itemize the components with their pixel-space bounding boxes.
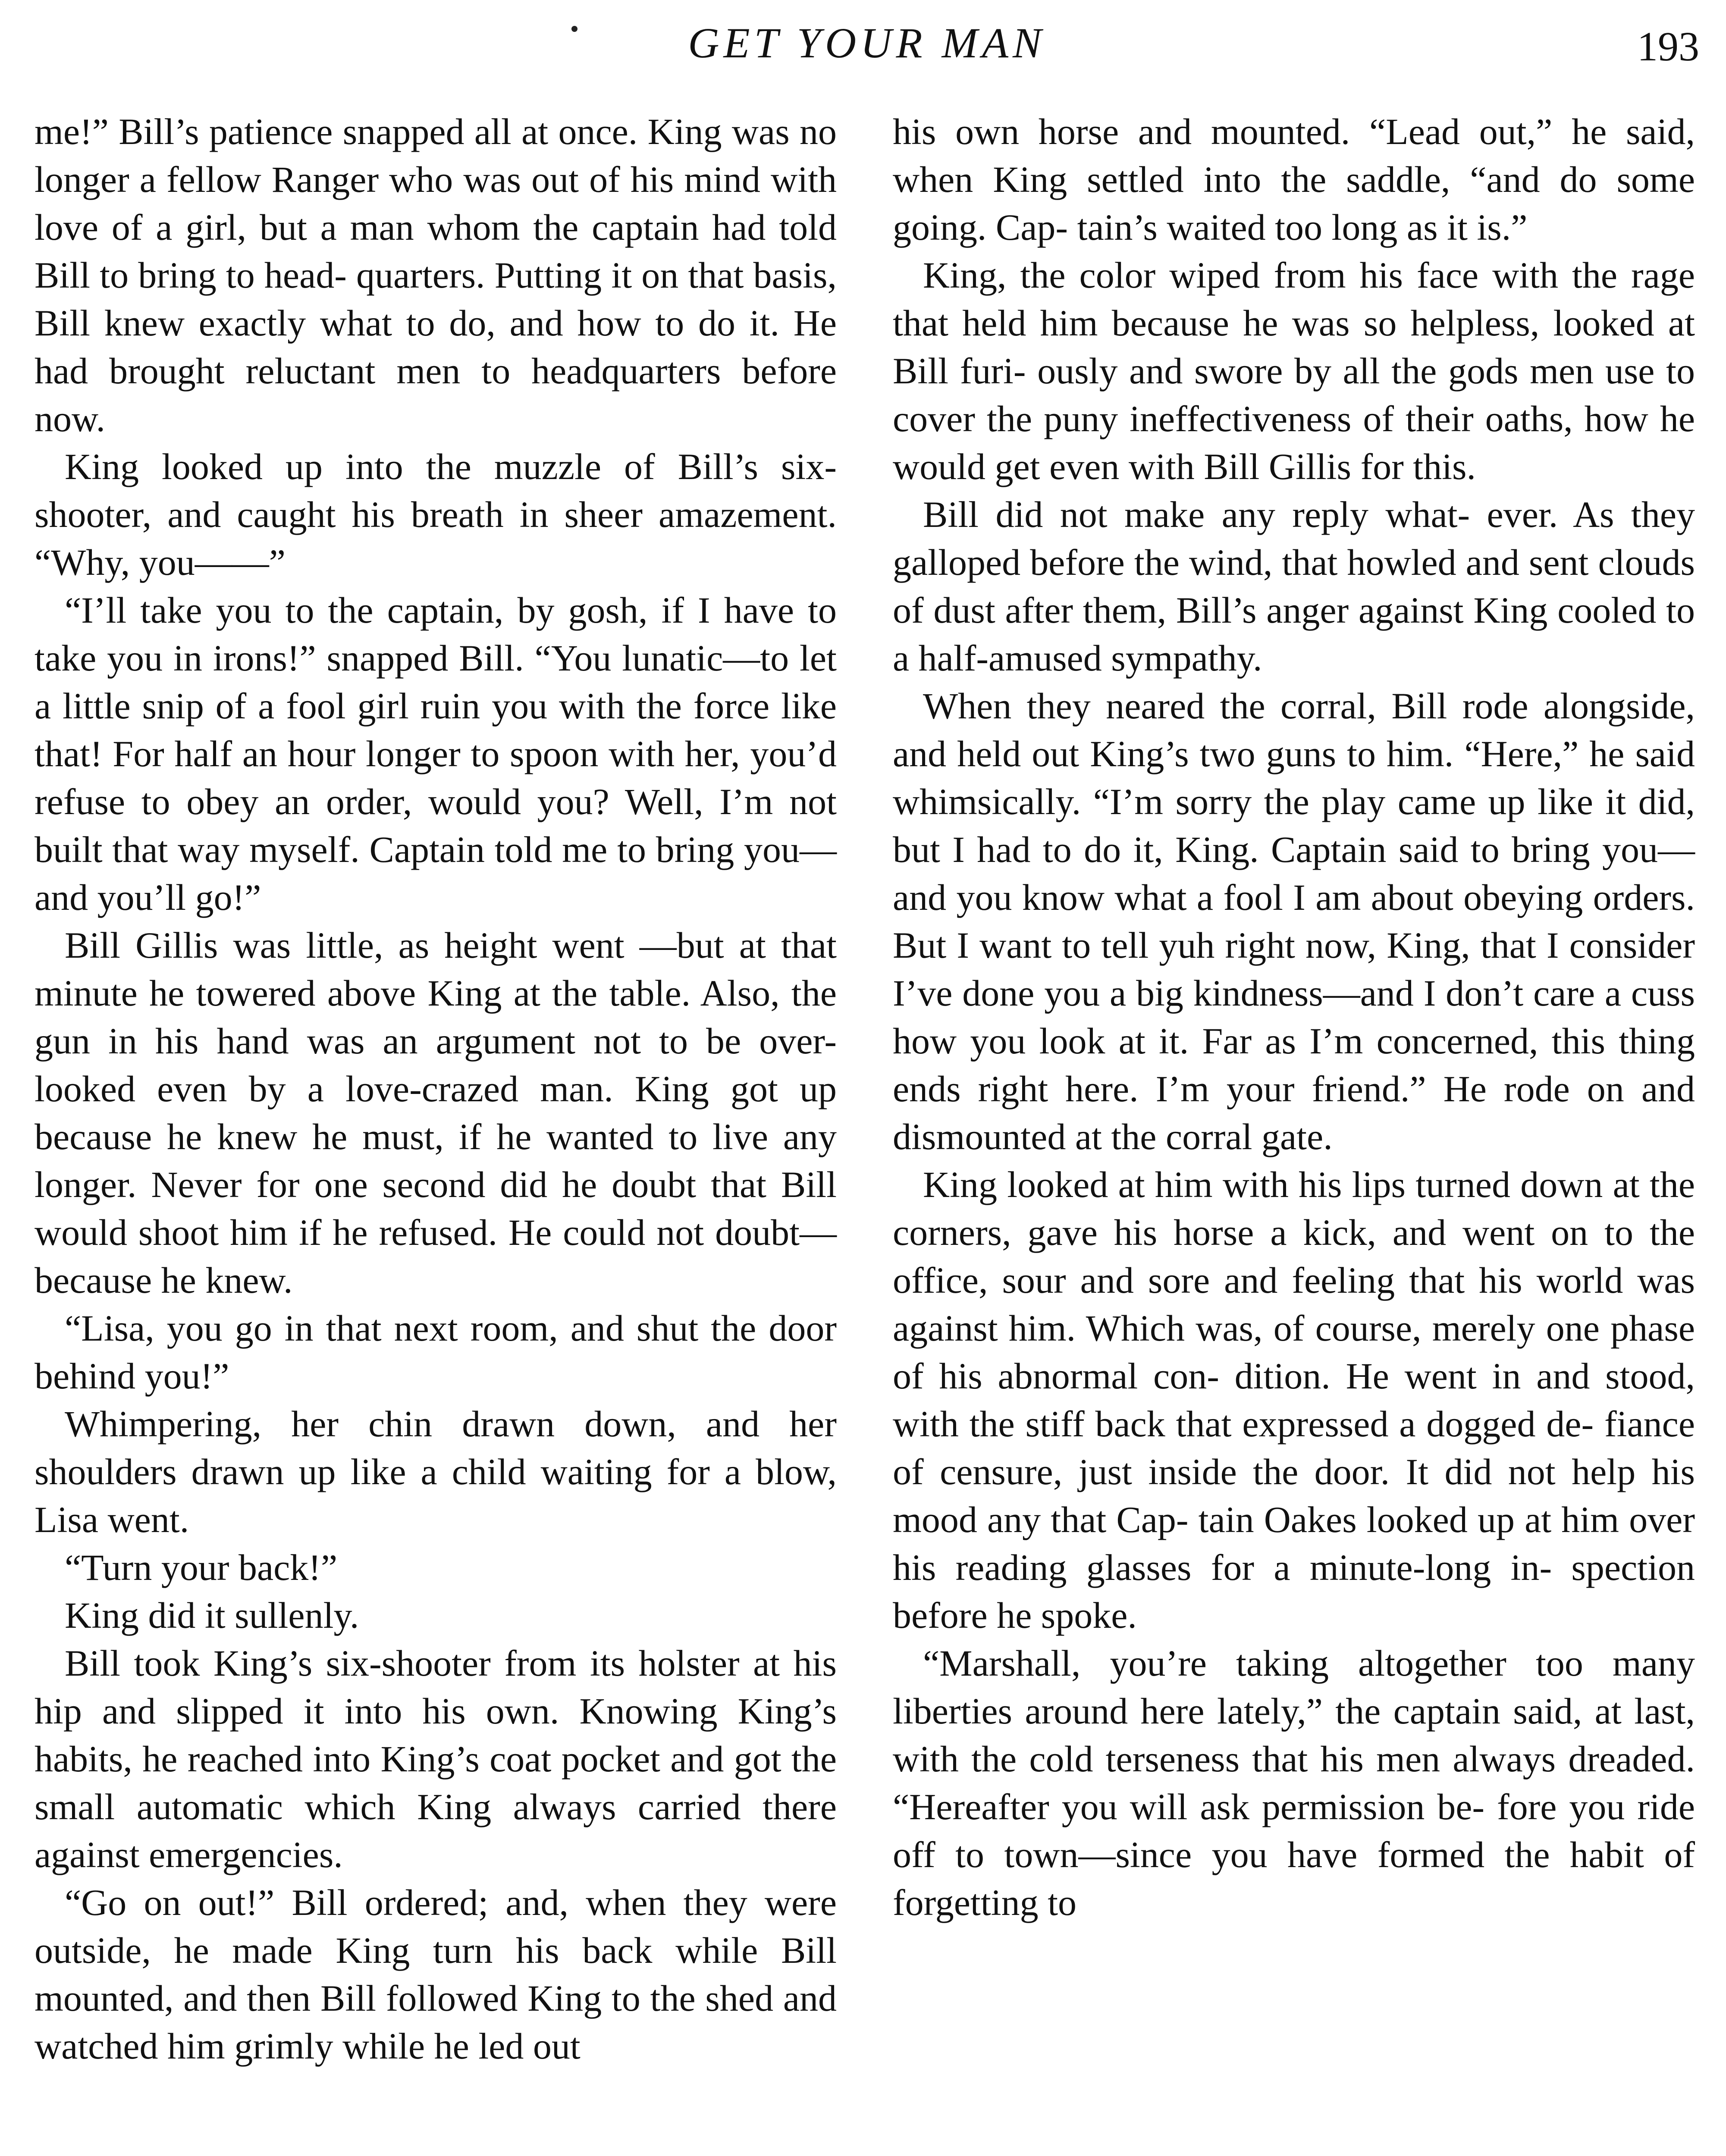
paragraph: Bill did not make any reply what- ever. As they galloped before the wind, that howled and sent clouds of dust after them, Bill’s anger against King cooled to a half-amused sympathy. — [893, 494, 1695, 679]
paragraph: “Go on out!” Bill ordered; and, when they were outside, he made King turn his back while Bill mounted, and then Bill followed King to the shed and watched him grimly while he led out — [35, 1882, 837, 2067]
paragraph: When they neared the corral, Bill rode alongside, and held out King’s two guns to him. “Here,” he said whimsically. “I’m sorry the play came up like it did, but I had to do it, King. Captain said to bring you—and you know what a fool I am about obeying orders. But I want to tell yuh right now, King, that I consider I’ve done you a big kindness—and I don’t care a cuss how you look at it. Far as I’m concerned, this thing ends right here. I’m your friend.” He rode on and dismounted at the corral gate. — [893, 685, 1695, 1157]
paragraph: “Marshall, you’re taking altogether too many liberties around here lately,” the captain said, at last, with the cold terseness that his men always dreaded. “Hereafter you will ask permission be- fore you ride off to town—since you have formed the habit of forgetting to — [893, 1642, 1695, 1923]
paragraph: “I’ll take you to the captain, by gosh, if I have to take you in irons!” snapped Bill. “You lunatic—to let a little snip of a fool girl ruin you with the force like that! For half an hour longer to spoon with her, you’d refuse to obey an order, would you? Well, I’m not built that way myself. Captain told me to bring you—and you’ll go!” — [35, 589, 837, 918]
paragraph: Bill took King’s six-shooter from its holster at his hip and slipped it into his own. Knowing King’s habits, he reached into King’s coat pocket and got the small automatic which King always carried there against emergencies. — [35, 1642, 837, 1875]
paragraph: Bill Gillis was little, as height went —but at that minute he towered above King at the table. Also, the gun in his hand was an argument not to be over- looked even by a love-crazed man. King got up because he knew he must, if he wanted to live any longer. Never for one second did he doubt that Bill would shoot him if he refused. He could not doubt—because he knew. — [35, 924, 837, 1301]
paragraph: Whimpering, her chin drawn down, and her shoulders drawn up like a child waiting for a blow, Lisa went. — [35, 1403, 837, 1540]
paragraph: King looked at him with his lips turned down at the corners, gave his horse a kick, and went on to the office, sour and sore and feeling that his world was against him. Which was, of course, merely one phase of his abnormal con- dition. He went in and stood, with the stiff back that expressed a dogged de- fiance of censure, just inside the door. It did not help his mood any that Cap- tain Oakes looked up at him over his reading glasses for a minute-long in- spection before he spoke. — [893, 1164, 1695, 1636]
paragraph: King looked up into the muzzle of Bill’s six-shooter, and caught his breath in sheer amazement. “Why, you——” — [35, 446, 837, 583]
page-number: 193 — [1637, 23, 1699, 69]
paragraph: “Turn your back!” — [65, 1547, 338, 1588]
running-header — [35, 13, 1699, 73]
left-column — [35, 108, 837, 2070]
paragraph: King did it sullenly. — [65, 1595, 359, 1636]
paragraph: his own horse and mounted. “Lead out,” he said, when King settled into the saddle, “and do some going. Cap- tain’s waited too long as it is.” — [893, 111, 1695, 248]
running-title: GET YOUR MAN — [688, 19, 1046, 67]
paragraph: “Lisa, you go in that next room, and shut the door behind you!” — [35, 1307, 837, 1397]
paragraph: me!” Bill’s patience snapped all at once. King was no longer a fellow Ranger who was out of his mind with love of a girl, but a man whom the captain had told Bill to bring to head- quarters. Putting it on that basis, Bill knew exactly what to do, and how to do it. He had brought reluctant men to headquarters before now. — [35, 111, 837, 439]
right-column — [893, 108, 1695, 1927]
paragraph: King, the color wiped from his face with the rage that held him because he was so helpless, looked at Bill furi- ously and swore by all the gods men use to cover the puny ineffectiveness of their oaths, how he would get even with Bill Gillis for this. — [893, 254, 1695, 487]
